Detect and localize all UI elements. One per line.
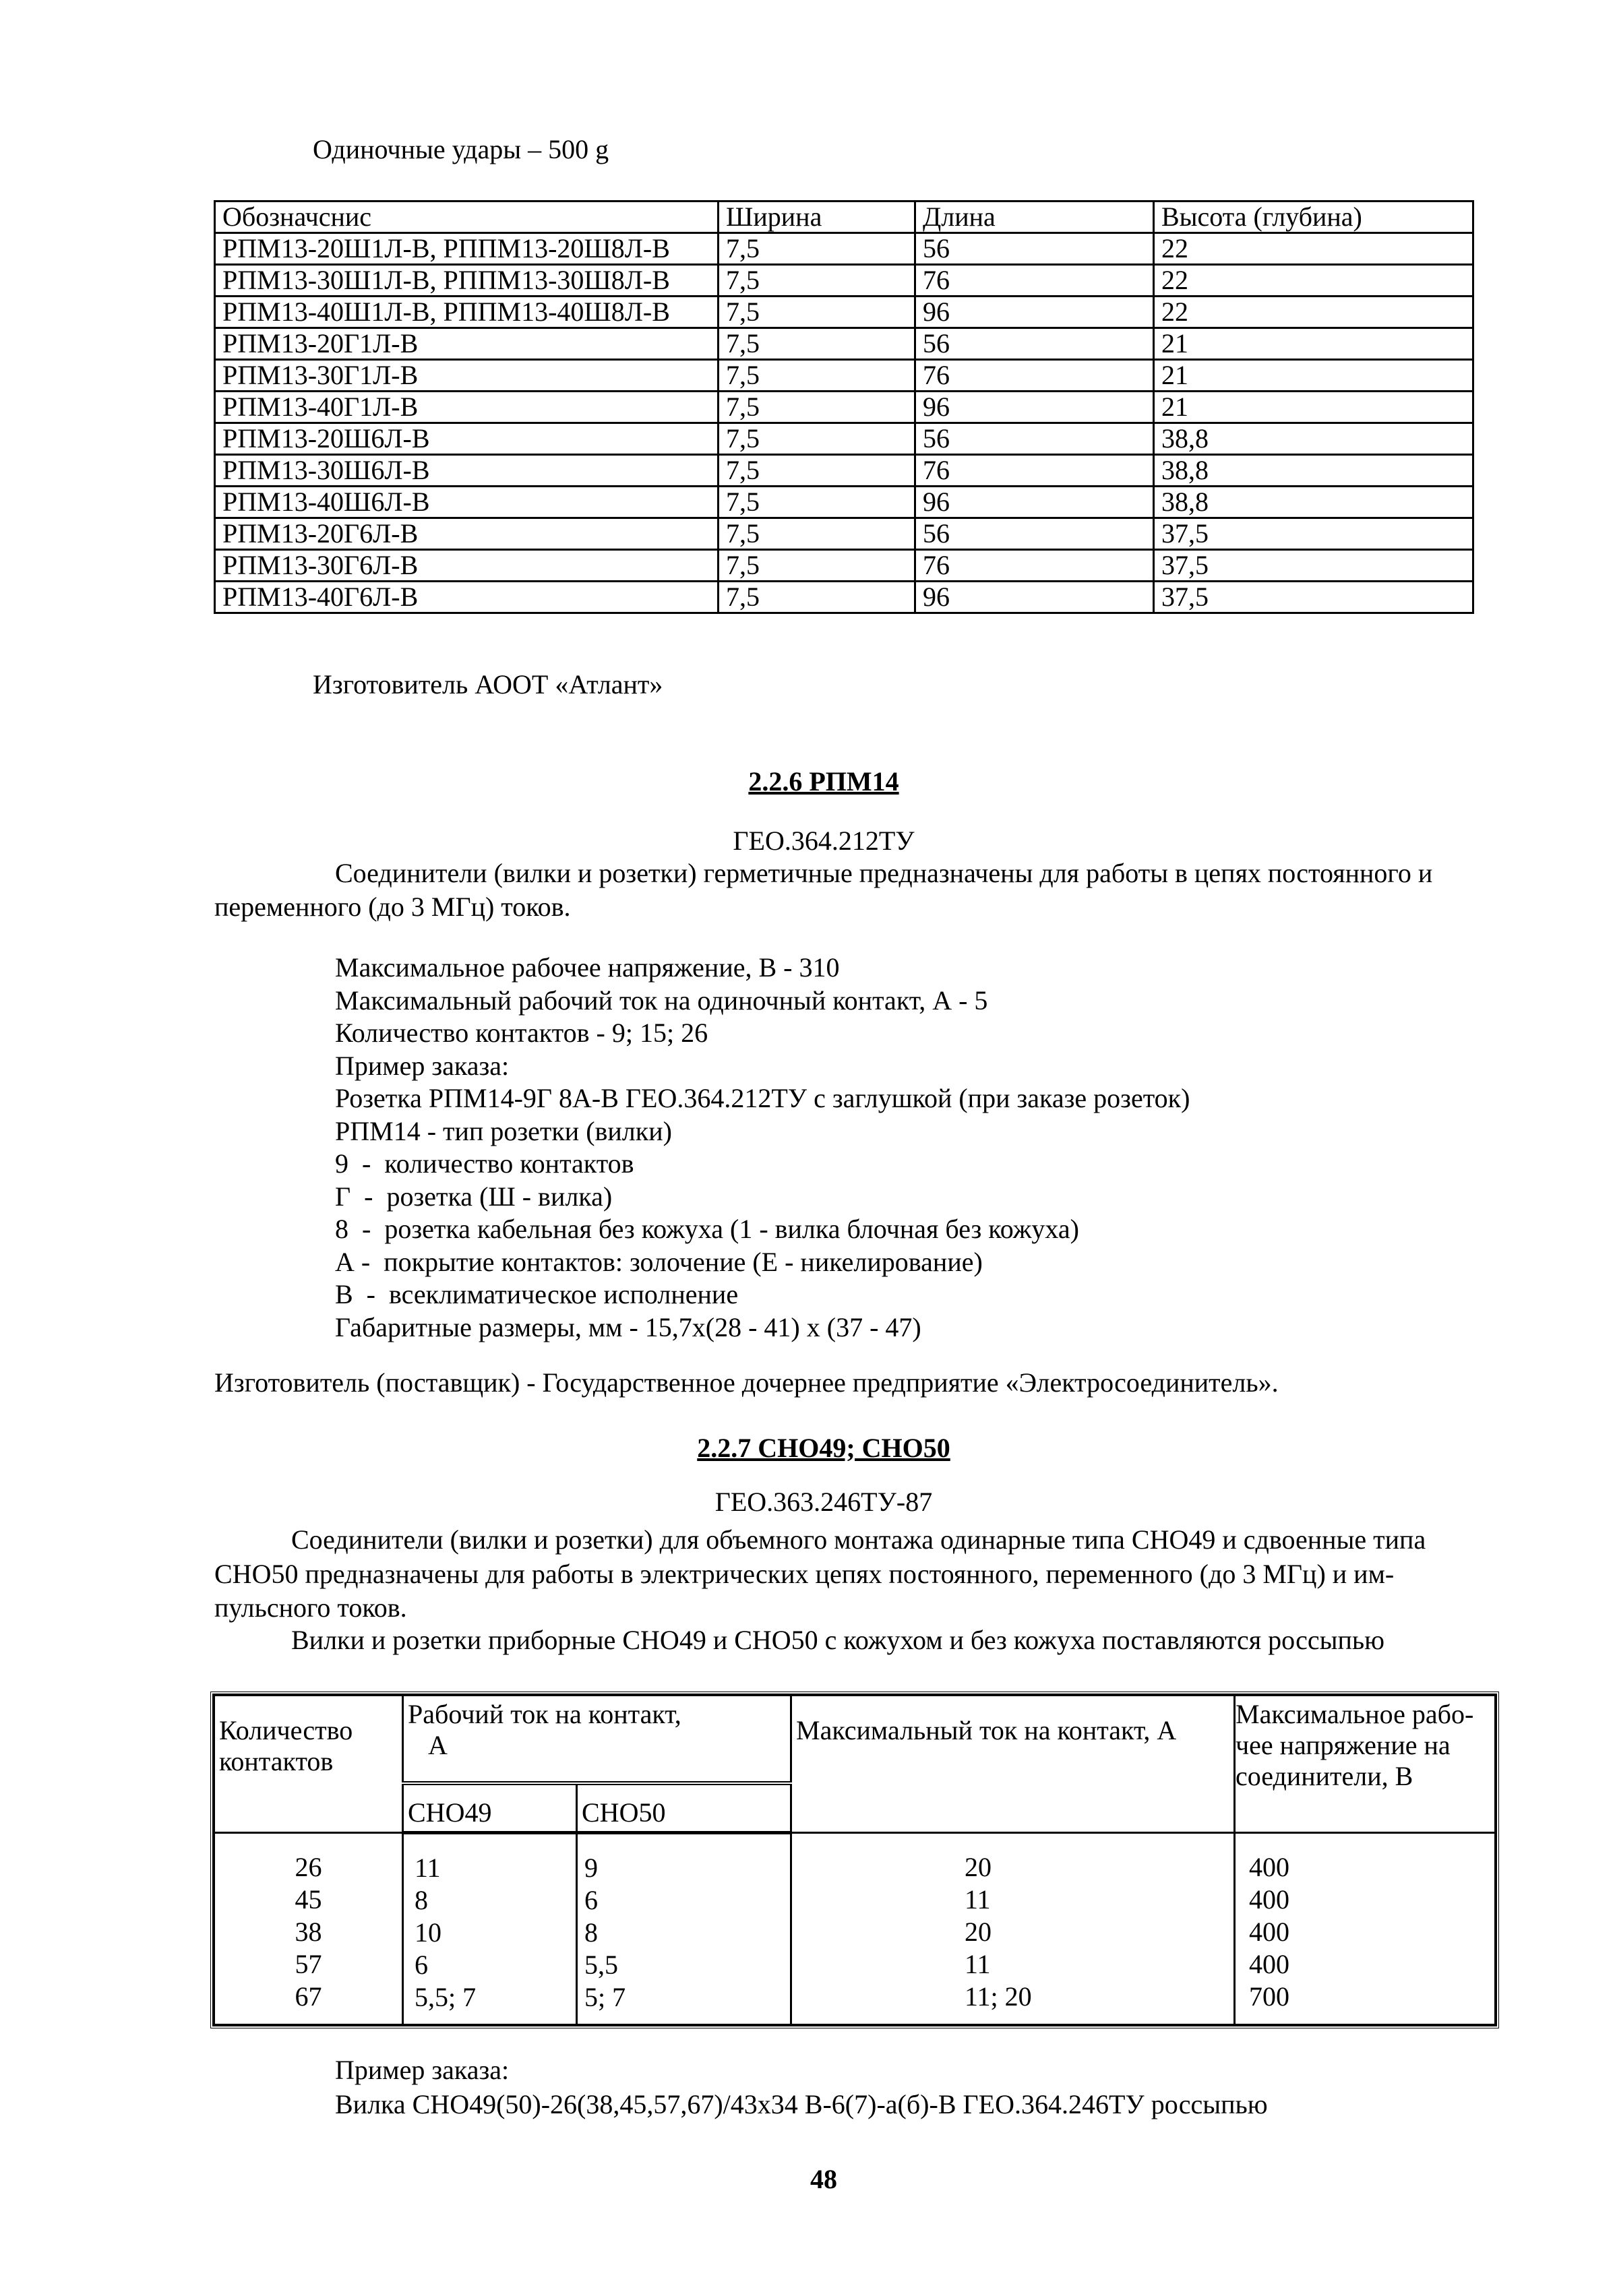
table-cell: 57 <box>295 1949 322 1979</box>
table-cell: 96 <box>915 297 1154 328</box>
header-voltage-line1: Максимальное рабо- <box>1236 1699 1474 1729</box>
table-cell: 7,5 <box>719 487 915 518</box>
header-count-line1: Количество <box>219 1715 353 1745</box>
table-cell: 22 <box>1154 265 1473 297</box>
table-cell: РПМ13-20Г6Л-В <box>215 518 719 550</box>
section-226-manufacturer: Изготовитель (поставщик) - Государственное дочернее предприятие «Электросоединитель». <box>214 1367 1279 1398</box>
table-row <box>215 487 1473 518</box>
sno49-column <box>403 1833 577 2025</box>
section-227-spec: ГЕО.363.246ТУ-87 <box>714 1487 933 1517</box>
section-226-para-line1: Соединители (вилки и розетки) герметичные предназначены для работы в цепях постоянного и <box>335 858 1433 888</box>
intro-line: Одиночные удары – 500 g <box>313 134 609 164</box>
table-cell: РПМ13-20Ш6Л-В <box>215 423 719 455</box>
table-cell: 38,8 <box>1154 423 1473 455</box>
header-count <box>214 1696 403 1833</box>
section-226-para-line2: переменного (до 3 МГц) токов. <box>214 892 571 922</box>
section-227-title: 2.2.7 СНО49; СНО50 <box>697 1433 950 1463</box>
header-voltage <box>1235 1696 1496 1833</box>
table-cell: 6 <box>584 1885 598 1915</box>
table-cell: 21 <box>1154 392 1473 423</box>
manufacturer-atlant: Изготовитель АООТ «Атлант» <box>313 669 663 700</box>
table-cell: РПМ13-40Г6Л-В <box>215 582 719 613</box>
table-cell: 7,5 <box>719 518 915 550</box>
table-cell: РПМ13-40Ш1Л-В, РППМ13-40Ш8Л-В <box>215 297 719 328</box>
column-header: Длина <box>915 201 1154 233</box>
section-227-para2: Вилки и розетки приборные СНО49 и СНО50 с кожухом и без кожуха поставляются россыпью <box>291 1625 1385 1655</box>
table-row <box>215 265 1473 297</box>
table-cell: РПМ13-40Ш6Л-В <box>215 487 719 518</box>
table-cell: 7,5 <box>719 297 915 328</box>
header-count-line2: контактов <box>219 1746 334 1776</box>
table-cell: 7,5 <box>719 392 915 423</box>
sno50-column <box>577 1833 791 2025</box>
table-cell: 7,5 <box>719 423 915 455</box>
table-cell: 7,5 <box>719 455 915 487</box>
table-row <box>215 550 1473 582</box>
table-row <box>215 423 1473 455</box>
spec-list-item: 8 - розетка кабельная без кожуха (1 - вилка блочная без кожуха) <box>335 1214 1079 1244</box>
table-cell: 400 <box>1249 1884 1289 1915</box>
table-cell: РПМ13-40Г1Л-В <box>215 392 719 423</box>
table-cell: РПМ13-30Ш6Л-В <box>215 455 719 487</box>
table-cell: 38,8 <box>1154 455 1473 487</box>
order-example-text: Вилка СНО49(50)-26(38,45,57,67)/43х34 В-6(7)-а(б)-В ГЕО.364.246ТУ россыпью <box>335 2089 1268 2119</box>
table-cell: 5,5 <box>584 1950 618 1980</box>
header-work-current <box>403 1696 791 1784</box>
table-cell: 5; 7 <box>584 1982 626 2012</box>
column-header: Высота (глубина) <box>1154 201 1473 233</box>
table-cell: 400 <box>1249 1917 1289 1947</box>
table-cell: РПМ13-30Ш1Л-В, РППМ13-30Ш8Л-В <box>215 265 719 297</box>
table-header-row <box>215 201 1473 233</box>
section-226-title: 2.2.6 РПМ14 <box>748 766 899 797</box>
table-cell: 10 <box>415 1917 441 1948</box>
table-cell: 37,5 <box>1154 550 1473 582</box>
table-cell: 7,5 <box>719 265 915 297</box>
table-cell: РПМ13-30Г6Л-В <box>215 550 719 582</box>
column-header: Обозначснис <box>215 201 719 233</box>
spec-list-item: 9 - количество контактов <box>335 1148 634 1179</box>
spec-list-item: Розетка РПМ14-9Г 8А-В ГЕО.364.212ТУ с заглушкой (при заказе розеток) <box>335 1083 1190 1113</box>
table-cell: 22 <box>1154 233 1473 265</box>
table-cell: 37,5 <box>1154 582 1473 613</box>
section-227-para-line2: СНО50 предназначены для работы в электрических цепях постоянного, переменного (до 3 МГц) и им- <box>214 1559 1395 1589</box>
table-row <box>215 297 1473 328</box>
contacts-table <box>210 1692 1499 2028</box>
table-cell: 21 <box>1154 328 1473 360</box>
header-max-current: Максимальный ток на контакт, А <box>791 1696 1235 1833</box>
table-cell: 11 <box>415 1853 441 1883</box>
table-row <box>215 360 1473 392</box>
section-227-para-line1: Соединители (вилки и розетки) для объемного монтажа одинарные типа СНО49 и сдвоенные типа <box>291 1524 1426 1555</box>
table-cell: 26 <box>295 1852 322 1882</box>
table-cell: 76 <box>915 265 1154 297</box>
table-cell: 11 <box>965 1884 991 1915</box>
table-cell: 5,5; 7 <box>415 1982 477 2012</box>
table-cell: 20 <box>965 1917 992 1947</box>
table-cell: 37,5 <box>1154 518 1473 550</box>
spec-list-item: РПМ14 - тип розетки (вилки) <box>335 1115 672 1146</box>
table-cell: 8 <box>415 1885 428 1915</box>
table-cell: 67 <box>295 1981 322 2012</box>
header-work-line1: Рабочий ток на контакт, <box>408 1699 681 1729</box>
table-row <box>215 518 1473 550</box>
header-sno49: СНО49 <box>403 1783 577 1833</box>
table-cell: 96 <box>915 582 1154 613</box>
table-cell: 38 <box>295 1917 322 1947</box>
section-227-para-line3: пульсного токов. <box>214 1592 407 1623</box>
table-cell: 56 <box>915 518 1154 550</box>
header-voltage-line3: соединители, В <box>1236 1761 1413 1791</box>
table-cell: РПМ13-20Г1Л-В <box>215 328 719 360</box>
table-cell: 8 <box>584 1917 598 1948</box>
spec-list-item: Количество контактов - 9; 15; 26 <box>335 1018 708 1048</box>
table-cell: 9 <box>584 1853 598 1883</box>
table-cell: 45 <box>295 1884 322 1915</box>
table-cell: 20 <box>965 1852 992 1882</box>
table-cell: 700 <box>1249 1981 1289 2012</box>
header-sno50: СНО50 <box>577 1783 791 1833</box>
dimensions-table <box>214 200 1474 614</box>
table-cell: 7,5 <box>719 233 915 265</box>
table-cell: РПМ13-30Г1Л-В <box>215 360 719 392</box>
table-cell: 21 <box>1154 360 1473 392</box>
table-cell: 76 <box>915 455 1154 487</box>
section-226-spec: ГЕО.364.212ТУ <box>733 826 915 856</box>
header-work-line2: А <box>428 1730 448 1760</box>
table-cell: 7,5 <box>719 550 915 582</box>
voltage-column <box>1235 1833 1496 2025</box>
count-column <box>214 1833 403 2025</box>
table-cell: 56 <box>915 233 1154 265</box>
spec-list-item: Г - розетка (Ш - вилка) <box>335 1181 613 1212</box>
spec-list-item: Максимальный рабочий ток на одиночный контакт, А - 5 <box>335 985 988 1016</box>
table-cell: 11 <box>965 1949 991 1979</box>
table-row <box>215 582 1473 613</box>
table-cell: 56 <box>915 423 1154 455</box>
table-cell: 38,8 <box>1154 487 1473 518</box>
table-cell: 76 <box>915 360 1154 392</box>
table-cell: 96 <box>915 487 1154 518</box>
table-cell: 6 <box>415 1950 428 1980</box>
table-cell: 7,5 <box>719 582 915 613</box>
table-row <box>215 392 1473 423</box>
table-row <box>215 328 1473 360</box>
table-cell: 400 <box>1249 1949 1289 1979</box>
spec-list-item: А - покрытие контактов: золочение (Е - никелирование) <box>335 1246 983 1277</box>
table-cell: 11; 20 <box>965 1981 1032 2012</box>
page-number: 48 <box>810 2164 837 2194</box>
spec-list-item: В - всеклиматическое исполнение <box>335 1279 739 1309</box>
section-226-spec-list <box>335 952 1190 1344</box>
table-cell: 7,5 <box>719 328 915 360</box>
spec-list-item: Габаритные размеры, мм - 15,7х(28 - 41) х (37 - 47) <box>335 1311 921 1342</box>
table-row <box>215 233 1473 265</box>
spec-list-item: Пример заказа: <box>335 1050 510 1081</box>
spec-list-item: Максимальное рабочее напряжение, В - 310 <box>335 952 840 983</box>
order-example-label: Пример заказа: <box>335 2055 510 2085</box>
table-cell: РПМ13-20Ш1Л-В, РППМ13-20Ш8Л-В <box>215 233 719 265</box>
table-cell: 76 <box>915 550 1154 582</box>
table-cell: 7,5 <box>719 360 915 392</box>
column-header: Ширина <box>719 201 915 233</box>
table-cell: 22 <box>1154 297 1473 328</box>
max-current-column <box>791 1833 1235 2025</box>
table-cell: 96 <box>915 392 1154 423</box>
table-cell: 400 <box>1249 1852 1289 1882</box>
header-voltage-line2: чее напряжение на <box>1236 1730 1451 1760</box>
table-row <box>215 455 1473 487</box>
table-cell: 56 <box>915 328 1154 360</box>
